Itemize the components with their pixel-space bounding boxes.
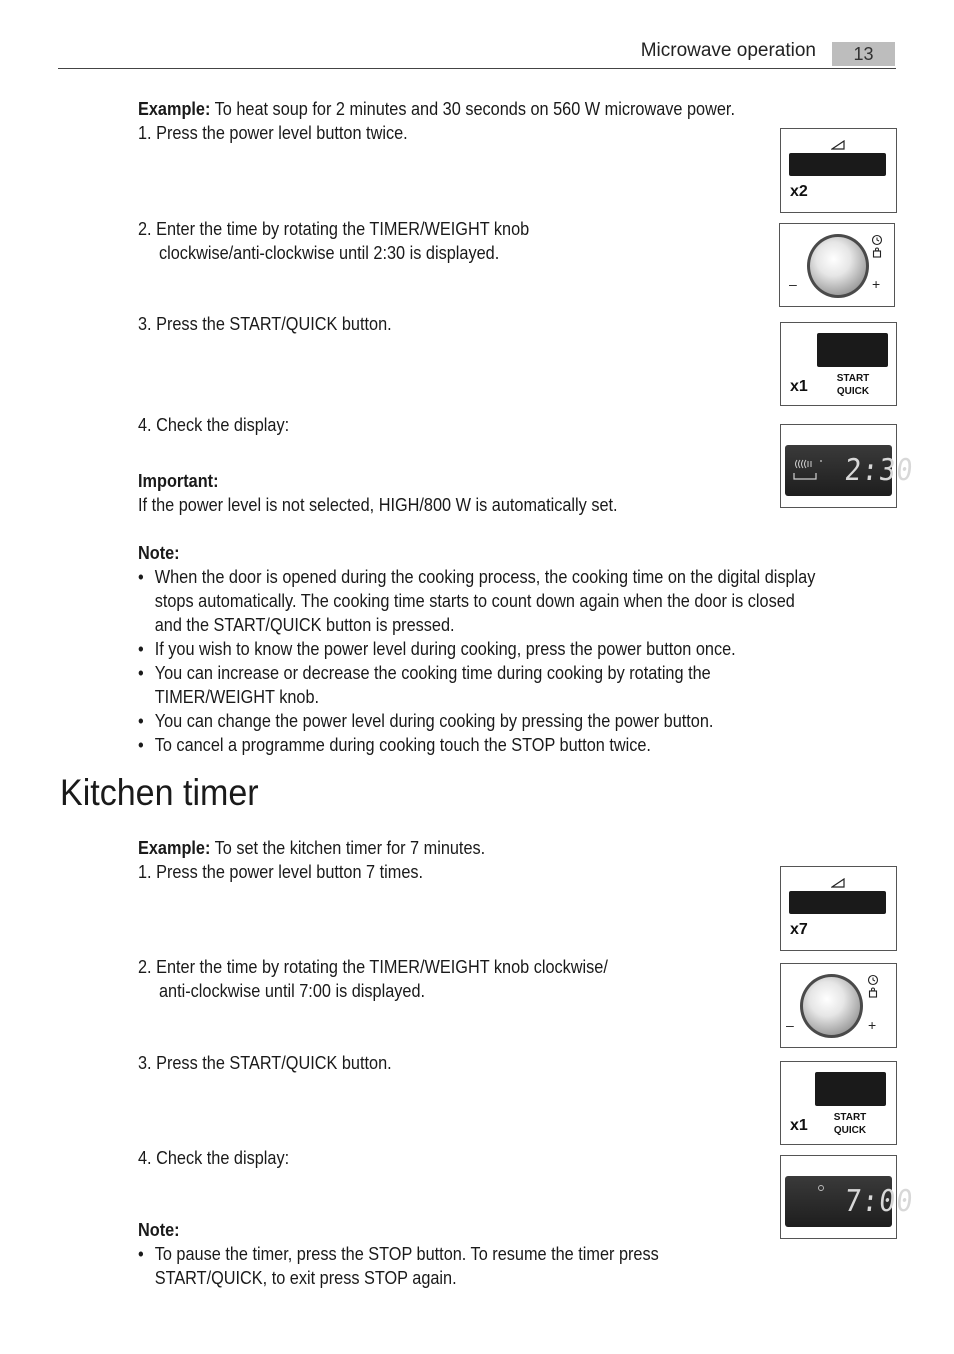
power-button-figure xyxy=(780,128,897,213)
example-label: Example: xyxy=(138,98,211,119)
page-number: 13 xyxy=(832,42,895,66)
start-quick-label xyxy=(831,372,875,398)
plus-icon: + xyxy=(872,276,881,292)
plus-icon: + xyxy=(868,1017,877,1033)
note-item: • To cancel a programme during cooking touch the STOP button twice. xyxy=(138,733,824,757)
microwave-step-2-line-1: 2. Enter the time by rotating the TIMER/WEIGHT knob xyxy=(138,218,530,239)
start-quick-label xyxy=(828,1111,872,1137)
kitchen-timer-step-2-line-1: 2. Enter the time by rotating the TIMER/WEIGHT knob clockwise/ xyxy=(138,956,608,977)
timer-knob-figure xyxy=(779,223,895,307)
lcd-display xyxy=(785,1176,916,1227)
kitchen-timer-note-list xyxy=(138,1242,723,1290)
power-level-icon xyxy=(831,140,845,150)
clock-weight-icon xyxy=(867,974,879,1000)
example-label: Example: xyxy=(138,837,211,858)
note-item: • When the door is opened during the cooking process, the cooking time on the digital display stops automatically. The cooking time starts to count down again when the door is closed and the START/QUICK button is pressed. xyxy=(138,565,824,637)
microwave-example-intro xyxy=(138,97,735,121)
start-label-line-2: QUICK xyxy=(836,386,870,397)
press-count: x7 xyxy=(790,921,808,938)
display-figure xyxy=(780,424,916,508)
microwave-step-4: 4. Check the display: xyxy=(138,414,290,435)
lcd-display xyxy=(785,445,916,496)
start-count: x1 xyxy=(790,378,808,395)
clock-weight-icon xyxy=(871,234,883,260)
start-label-line-1: START xyxy=(836,373,870,384)
microwave-power-icon xyxy=(791,457,823,485)
start-count: x1 xyxy=(790,1117,808,1134)
kitchen-timer-step-2-line-2: anti-clockwise until 7:00 is displayed. xyxy=(159,980,426,1001)
note-list xyxy=(138,565,824,757)
kitchen-timer-step-4: 4. Check the display: xyxy=(138,1147,290,1168)
kitchen-timer-example-intro xyxy=(138,836,485,860)
power-button-bar xyxy=(789,891,886,914)
microwave-step-1: 1. Press the power level button twice. xyxy=(138,122,408,143)
power-level-icon xyxy=(831,878,845,888)
press-count: x2 xyxy=(790,183,808,200)
kitchen-timer-step-3: 3. Press the START/QUICK button. xyxy=(138,1052,392,1073)
microwave-step-3: 3. Press the START/QUICK button. xyxy=(138,313,392,334)
start-button-bar xyxy=(815,1072,886,1106)
note-item: • You can change the power level during cooking by pressing the power button. xyxy=(138,709,824,733)
note-item: • To pause the timer, press the STOP button. To resume the timer press START/QUICK, to exit press STOP again. xyxy=(138,1242,723,1290)
section-header-title: Microwave operation xyxy=(640,40,816,61)
note-item: • If you wish to know the power level during cooking, press the power button once. xyxy=(138,637,824,661)
start-button-figure xyxy=(780,1061,897,1145)
important-text: If the power level is not selected, HIGH/800 W is automatically set. xyxy=(138,494,618,515)
note-item: • You can increase or decrease the cooking time during cooking by rotating the TIMER/WEIGHT knob. xyxy=(138,661,824,709)
minus-icon: – xyxy=(789,276,797,292)
power-button-figure xyxy=(780,866,897,951)
start-label-line-2: QUICK xyxy=(833,1125,867,1136)
kitchen-timer-note-title: Note: xyxy=(138,1219,180,1240)
important-title: Important: xyxy=(138,470,219,491)
timer-indicator-icon xyxy=(817,1184,825,1192)
header-divider xyxy=(58,68,896,69)
display-time: 2:30 xyxy=(842,453,916,488)
start-button-bar xyxy=(817,333,888,367)
timer-weight-knob xyxy=(807,234,869,298)
start-label-line-1: START xyxy=(833,1112,867,1123)
note-title: Note: xyxy=(138,542,180,563)
microwave-step-2-line-2: clockwise/anti-clockwise until 2:30 is displayed. xyxy=(159,242,500,263)
example-text: To heat soup for 2 minutes and 30 seconds on 560 W microwave power. xyxy=(210,98,735,119)
example-text: To set the kitchen timer for 7 minutes. xyxy=(210,837,486,858)
display-time: 7:00 xyxy=(842,1184,916,1219)
kitchen-timer-step-1: 1. Press the power level button 7 times. xyxy=(138,861,424,882)
minus-icon: – xyxy=(786,1017,794,1033)
display-figure xyxy=(780,1155,916,1239)
power-button-bar xyxy=(789,153,886,176)
timer-knob-figure xyxy=(780,963,897,1048)
start-button-figure xyxy=(780,322,897,406)
kitchen-timer-title: Kitchen timer xyxy=(60,772,259,813)
timer-weight-knob xyxy=(800,974,863,1038)
